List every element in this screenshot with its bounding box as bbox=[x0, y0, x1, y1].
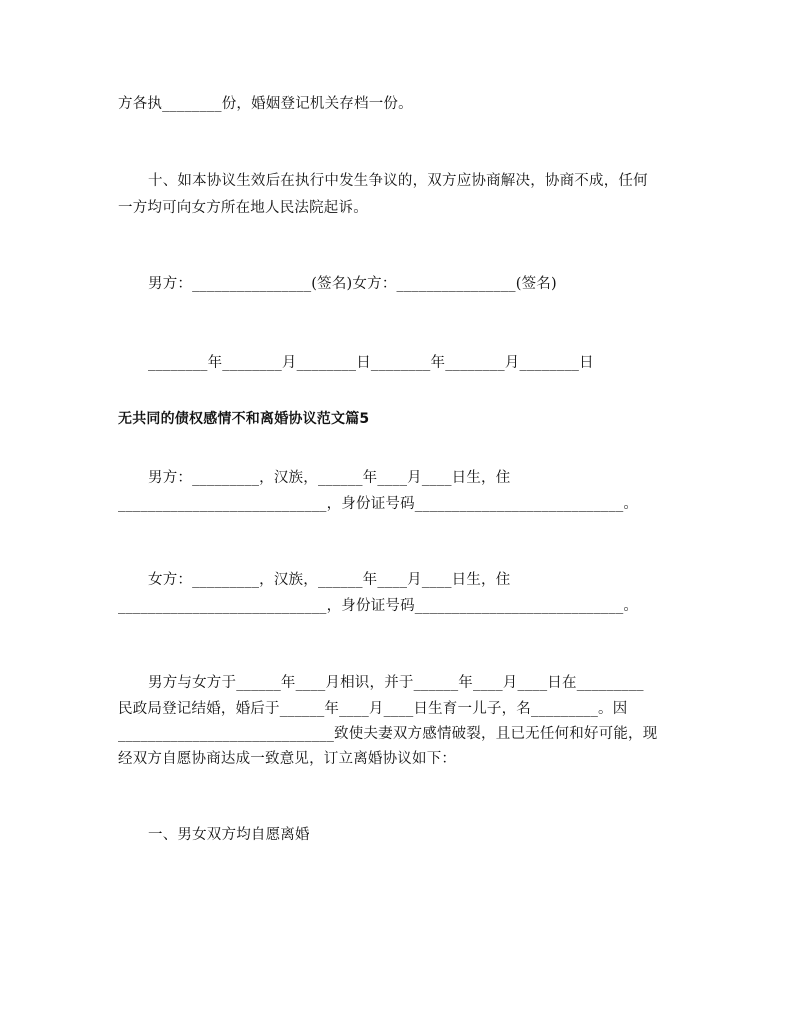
clause-1: 一、男女双方均自愿离婚 bbox=[148, 827, 310, 843]
male-info-line-2: ____________________________，身份证号码____________________________。 bbox=[118, 496, 639, 512]
story-line-1: 男方与女方于______年____月相识，并于______年____月____日在_________ bbox=[148, 675, 644, 691]
date-line: ________年________月________日________年________月________日 bbox=[148, 355, 594, 371]
male-info-line-1: 男方：_________，汉族，______年____月____日生，住 bbox=[148, 470, 511, 486]
story-line-3: _____________________________致使夫妻双方感情破裂，且已无任何和好可能，现 bbox=[118, 726, 658, 742]
story-line-2: 民政局登记结婚，婚后于______年____月____日生育一儿子，名_________。因 bbox=[118, 701, 628, 717]
story-line-4: 经双方自愿协商达成一致意见，订立离婚协议如下： bbox=[118, 751, 457, 767]
section-heading: 无共同的债权感情不和离婚协议范文篇5 bbox=[118, 411, 370, 427]
female-info-line-2: ____________________________，身份证号码____________________________。 bbox=[118, 598, 639, 614]
signature-line: 男方：________________(签名)女方：________________(签名) bbox=[148, 276, 557, 292]
paragraph-dispute-line-2: 一方均可向女方所在地人民法院起诉。 bbox=[118, 200, 368, 216]
paragraph-archive-copies: 方各执________份，婚姻登记机关存档一份。 bbox=[118, 96, 413, 112]
paragraph-dispute-line-1: 十、如本协议生效后在执行中发生争议的，双方应协商解决，协商不成，任何 bbox=[148, 173, 648, 189]
female-info-line-1: 女方：_________，汉族，______年____月____日生，住 bbox=[148, 572, 511, 588]
